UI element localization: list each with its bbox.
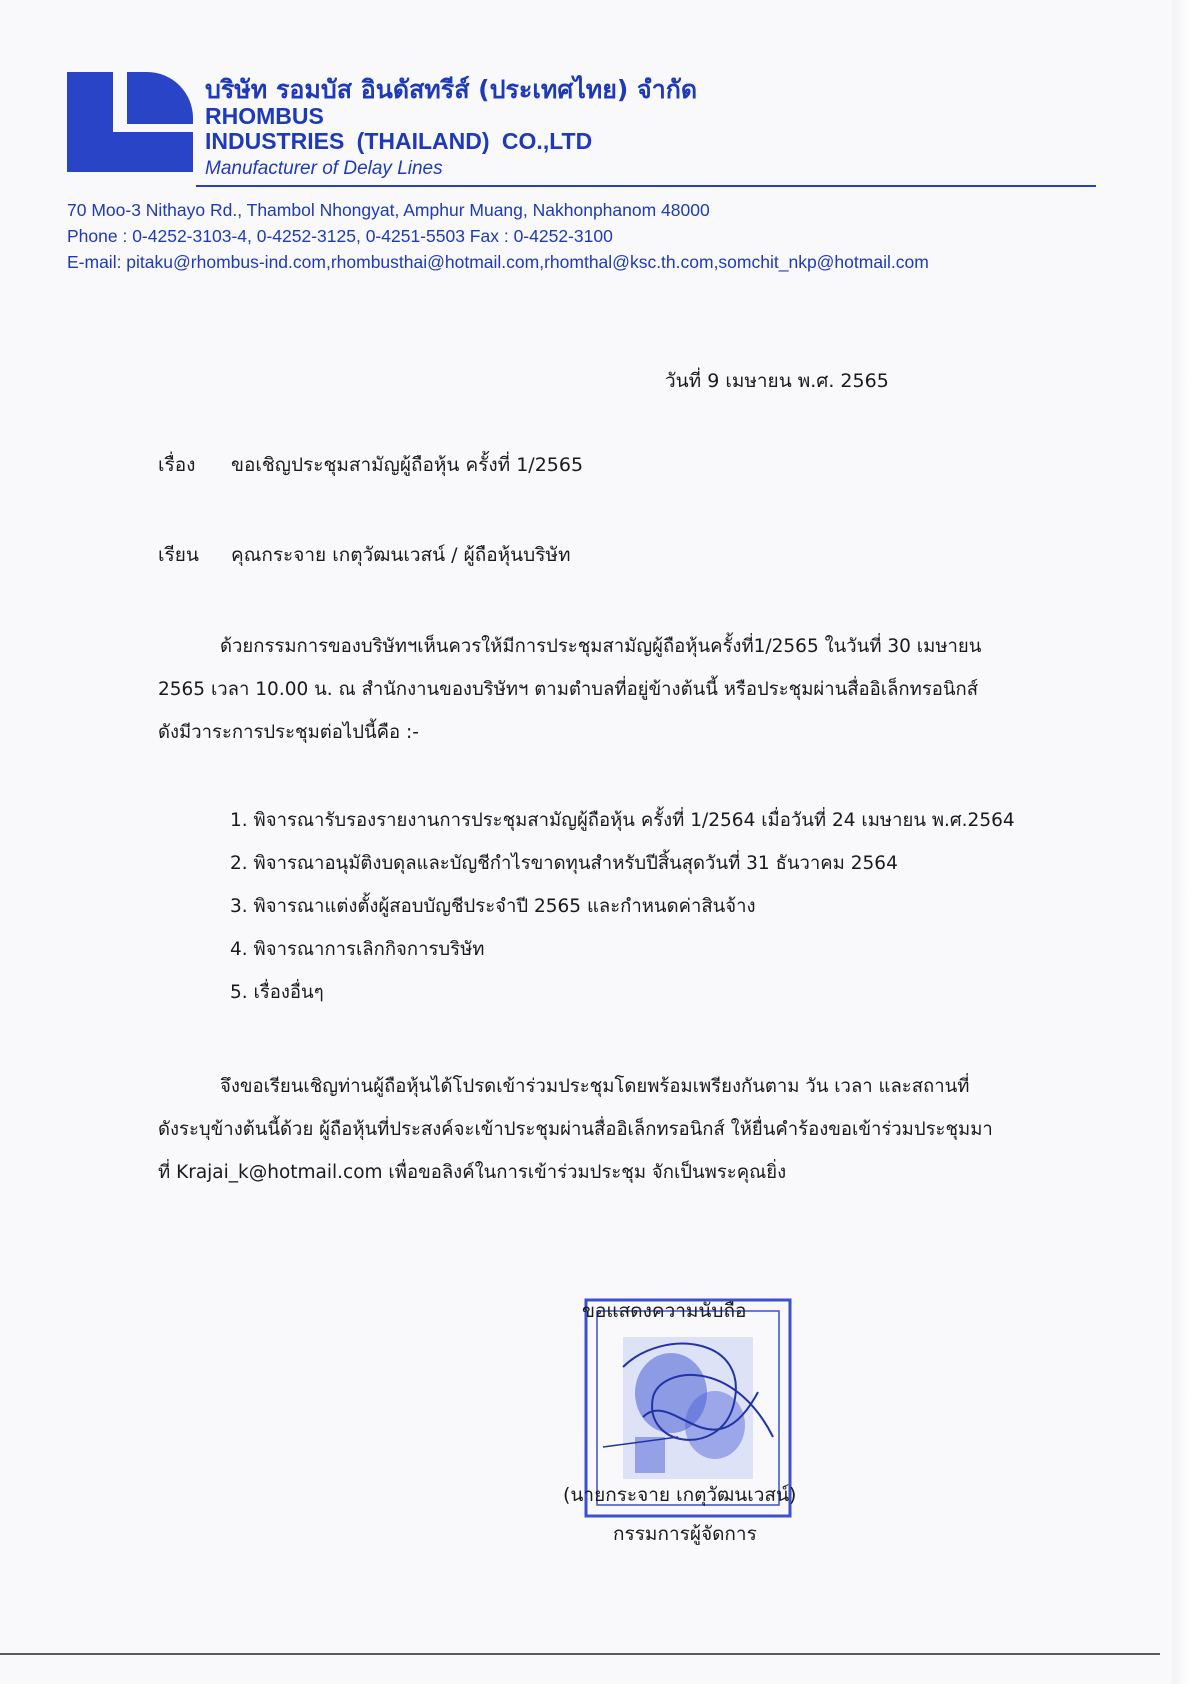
- closing-salutation: ขอแสดงความนับถือ: [582, 1300, 747, 1322]
- subject-label: เรื่อง: [158, 454, 196, 476]
- page-bottom-line: [0, 1653, 1160, 1655]
- closing-paragraph: [158, 1065, 1078, 1194]
- company-name-thai: บริษัท รอมบัส อินดัสทรีส์ (ประเทศไทย) จำกัด: [205, 75, 698, 104]
- company-email: E-mail: pitaku@rhombus-ind.com,rhombusthai@hotmail.com,rhomthal@ksc.th.com,somchit_nkp@hotmail.com: [67, 252, 929, 272]
- intro-line-3: ดังมีวาระการประชุมต่อไปนี้คือ :-: [158, 722, 419, 743]
- recipient-text: คุณกระจาย เกตุวัฒนเวสน์ / ผู้ถือหุ้นบริษัท: [231, 544, 571, 566]
- company-phone: Phone : 0-4252-3103-4, 0-4252-3125, 0-4251-5503 Fax : 0-4252-3100: [67, 226, 613, 246]
- company-logo: [67, 72, 193, 172]
- closing-line-2: ดังระบุข้างต้นนี้ด้วย ผู้ถือหุ้นที่ประสงค์จะเข้าประชุมผ่านสื่ออิเล็กทรอนิกส์ ให้ยื่นคำร้องขอเข้าร่วมประชุมมา: [158, 1119, 993, 1140]
- company-name-english-line2: INDUSTRIES (THAILAND) CO.,LTD: [205, 128, 593, 154]
- signer-name: (นายกระจาย เกตุวัฒนเวสน์): [563, 1484, 797, 1506]
- agenda-item: 4. พิจารณาการเลิกกิจการบริษัท: [230, 939, 485, 960]
- signer-title: กรรมการผู้จัดการ: [613, 1523, 757, 1545]
- agenda-item: 1. พิจารณารับรองรายงานการประชุมสามัญผู้ถือหุ้น ครั้งที่ 1/2564 เมื่อวันที่ 24 เมษายน พ.ศ.2564: [230, 810, 1015, 831]
- agenda-item: 3. พิจารณาแต่งตั้งผู้สอบบัญชีประจำปี 2565 และกำหนดค่าสินจ้าง: [230, 896, 756, 917]
- agenda-list: [230, 806, 1015, 1021]
- closing-line-1: จึงขอเรียนเชิญท่านผู้ถือหุ้นได้โปรดเข้าร่วมประชุมโดยพร้อมเพรียงกันตาม วัน เวลา และสถานที่: [220, 1076, 970, 1097]
- company-tagline: Manufacturer of Delay Lines: [205, 158, 443, 179]
- intro-paragraph: [158, 625, 1078, 754]
- letterhead-divider: [196, 185, 1096, 187]
- company-name-english-line1: RHOMBUS: [205, 103, 324, 129]
- recipient-label: เรียน: [158, 544, 199, 566]
- page-edge: [1172, 0, 1190, 1684]
- subject-text: ขอเชิญประชุมสามัญผู้ถือหุ้น ครั้งที่ 1/2565: [231, 454, 584, 476]
- intro-line-2: 2565 เวลา 10.00 น. ณ สำนักงานของบริษัทฯ ตามตำบลที่อยู่ข้างต้นนี้ หรือประชุมผ่านสื่ออิเล็กทรอนิกส์: [158, 679, 979, 700]
- closing-line-3: ที่ Krajai_k@hotmail.com เพื่อขอลิงค์ในการเข้าร่วมประชุม จักเป็นพระคุณยิ่ง: [158, 1162, 787, 1183]
- intro-line-1: ด้วยกรรมการของบริษัทฯเห็นควรให้มีการประชุมสามัญผู้ถือหุ้นครั้งที่1/2565 ในวันที่ 30 เมษายน: [220, 636, 982, 657]
- agenda-item: 2. พิจารณาอนุมัติงบดุลและบัญชีกำไรขาดทุนสำหรับปีสิ้นสุดวันที่ 31 ธันวาคม 2564: [230, 853, 898, 874]
- letter-date: วันที่ 9 เมษายน พ.ศ. 2565: [665, 370, 889, 392]
- agenda-item: 5. เรื่องอื่นๆ: [230, 982, 324, 1003]
- company-address: 70 Moo-3 Nithayo Rd., Thambol Nhongyat, Amphur Muang, Nakhonphanom 48000: [67, 200, 710, 220]
